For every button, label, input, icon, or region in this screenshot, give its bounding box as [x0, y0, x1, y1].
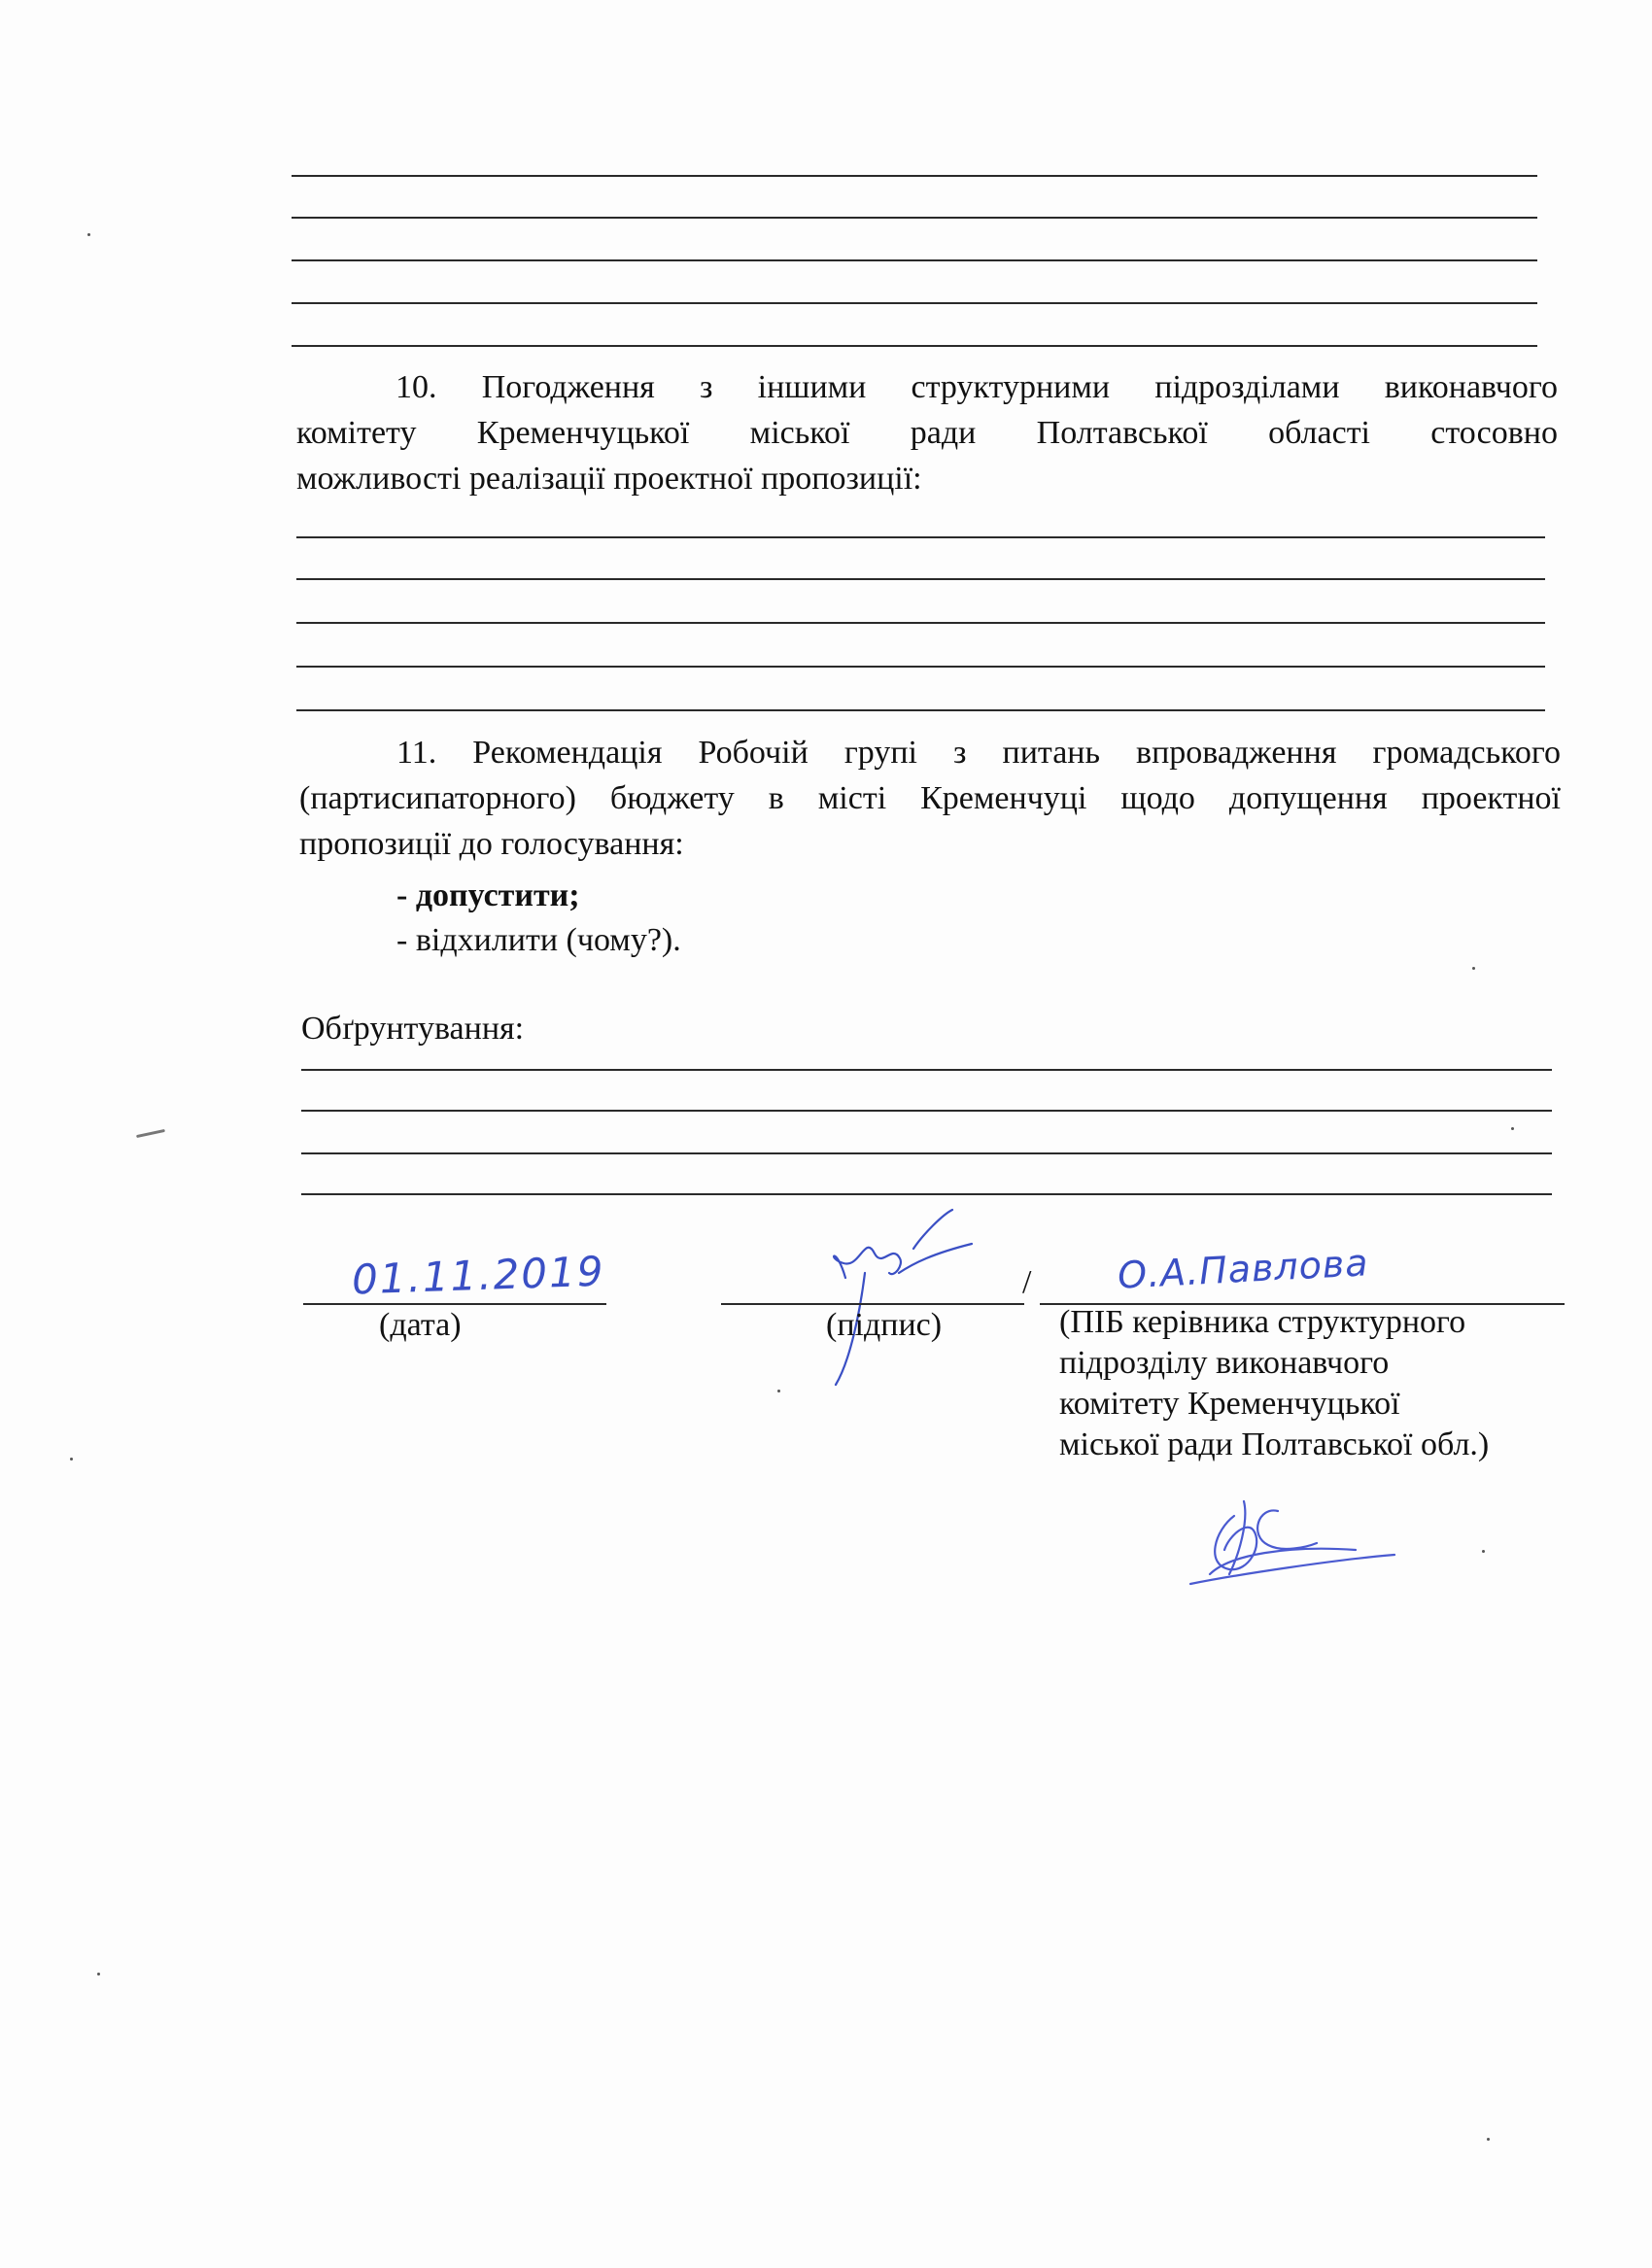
scan-speck — [136, 1129, 165, 1138]
scan-speck — [1472, 967, 1475, 970]
section-10-text — [296, 364, 1558, 501]
scan-speck — [1482, 1550, 1485, 1553]
blank-line — [301, 1193, 1552, 1195]
section-11-line-2: (партисипаторного) бюджету в місті Кременчуці щодо допущення проектної — [299, 780, 1561, 816]
section-10-line-3: можливості реалізації проектної пропозиції: — [296, 461, 922, 497]
section-11-line-1: 11. Рекомендація Робочій групі з питань впровадження громадського — [396, 735, 1561, 771]
scan-speck — [97, 1973, 100, 1976]
section-11-line-3: пропозиції до голосування: — [299, 826, 684, 862]
blank-line — [296, 536, 1545, 538]
blank-line — [301, 1069, 1552, 1071]
name-caption-line-3: комітету Кременчуцької — [1059, 1386, 1400, 1422]
blank-line — [296, 709, 1545, 711]
section-10-line-2: комітету Кременчуцької міської ради Полтавської області стосовно — [296, 415, 1558, 451]
date-caption: (дата) — [379, 1307, 462, 1343]
option-allow: - допустити; — [396, 877, 580, 913]
blank-line — [301, 1152, 1552, 1154]
scan-speck — [777, 1390, 780, 1392]
initials-signature — [1171, 1477, 1404, 1603]
name-caption-line-1: (ПІБ керівника структурного — [1059, 1304, 1466, 1340]
blank-line — [292, 302, 1537, 304]
blank-line — [296, 666, 1545, 668]
scan-speck — [70, 1458, 73, 1460]
justification-label: Обґрунтування: — [301, 1011, 525, 1047]
blank-line — [296, 622, 1545, 624]
blank-line — [296, 578, 1545, 580]
scan-speck — [1511, 1127, 1514, 1130]
signature-separator: / — [1022, 1264, 1032, 1300]
blank-line — [292, 175, 1537, 177]
blank-line — [301, 1110, 1552, 1112]
signature-caption: (підпис) — [826, 1307, 943, 1343]
blank-line — [292, 259, 1537, 261]
scan-speck — [87, 233, 90, 236]
name-caption-line-4: міської ради Полтавської обл.) — [1059, 1426, 1490, 1462]
option-reject: - відхилити (чому?). — [396, 922, 681, 958]
section-10-line-1: 10. Погодження з іншими структурними підрозділами виконавчого — [396, 369, 1558, 405]
name-handwritten: О.А.Павлова — [1117, 1241, 1370, 1297]
blank-line — [292, 217, 1537, 219]
date-handwritten: 01.11.2019 — [351, 1247, 606, 1304]
scan-speck — [1487, 2138, 1490, 2141]
signature-scribble — [807, 1205, 1001, 1399]
name-caption-line-2: підрозділу виконавчого — [1059, 1345, 1390, 1381]
blank-line — [292, 345, 1537, 347]
section-11-text — [299, 730, 1561, 867]
